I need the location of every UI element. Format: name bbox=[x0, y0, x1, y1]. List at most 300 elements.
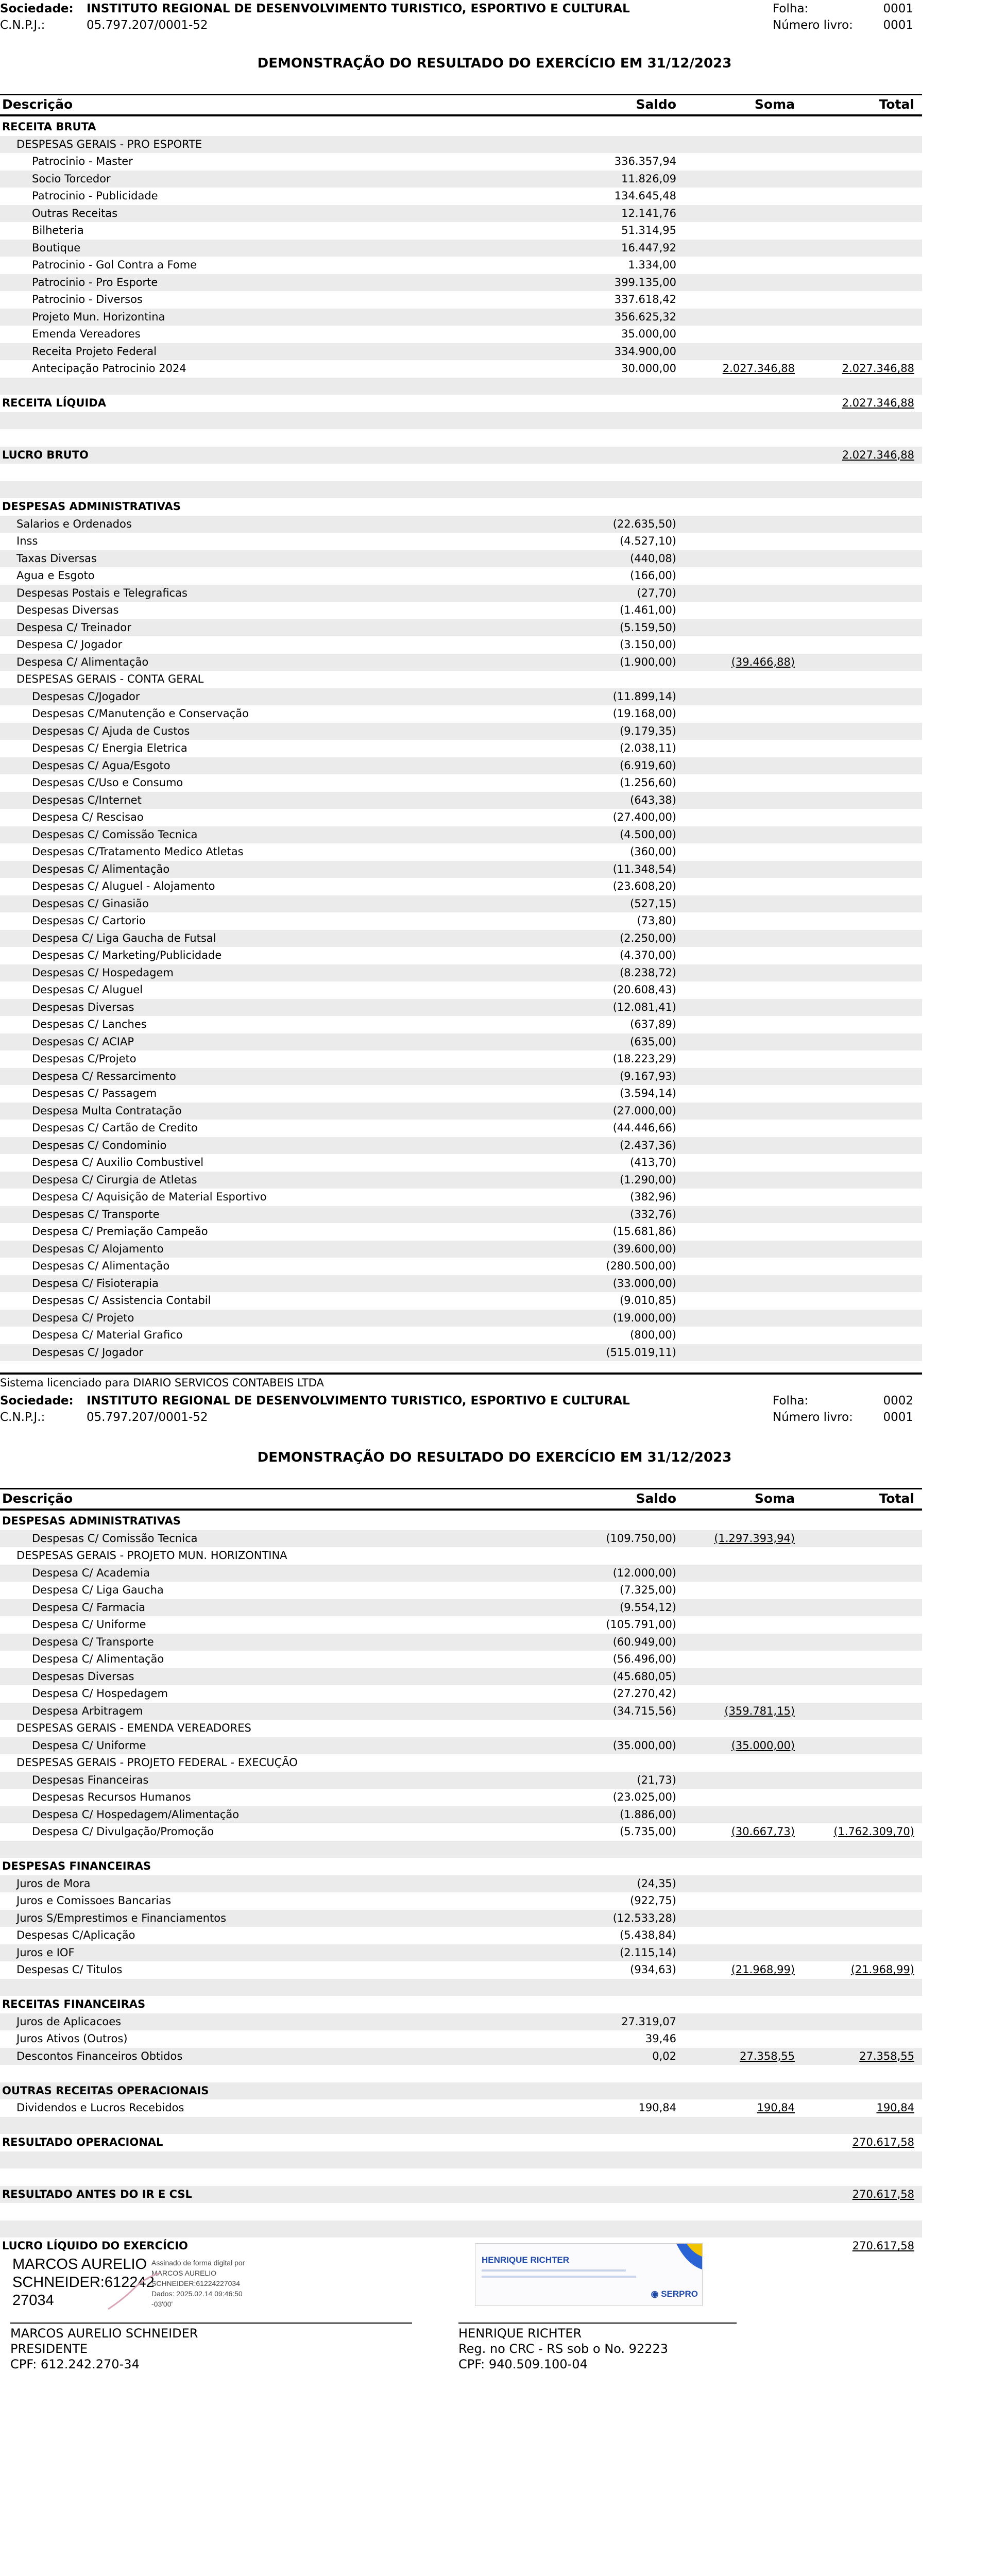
section-row bbox=[0, 498, 922, 516]
row-saldo: (12.081,41) bbox=[612, 1001, 676, 1013]
row-saldo: 12.141,76 bbox=[621, 207, 676, 219]
account-row bbox=[0, 205, 922, 223]
table-row bbox=[0, 2117, 922, 2134]
signature-note-line: Assinado de forma digital por bbox=[151, 2259, 245, 2267]
serpro-logo-icon: ◉ bbox=[651, 2289, 661, 2299]
signer-right bbox=[458, 2326, 737, 2372]
cnpj-label: C.N.P.J.: bbox=[0, 19, 45, 32]
account-row bbox=[0, 171, 922, 188]
row-description: DESPESAS GERAIS - PROJETO FEDERAL - EXECUÇÃO bbox=[16, 1756, 298, 1769]
license-footer: Sistema licenciado para DIARIO SERVICOS CONTABEIS LTDA bbox=[0, 1372, 922, 1389]
row-description: RECEITA BRUTA bbox=[2, 121, 96, 133]
report-title: DEMONSTRAÇÃO DO RESULTADO DO EXERCÍCIO EM 31/12/2023 bbox=[257, 56, 732, 71]
row-description: Bilheteria bbox=[32, 224, 84, 236]
row-saldo: (21,73) bbox=[637, 1773, 676, 1786]
signer-role: PRESIDENTE bbox=[10, 2342, 88, 2356]
account-row bbox=[0, 1154, 922, 1172]
row-description: Despesas C/ Hospedagem bbox=[32, 966, 174, 979]
table-row bbox=[0, 429, 922, 447]
row-description: Projeto Mun. Horizontina bbox=[32, 310, 165, 323]
account-row bbox=[0, 188, 922, 205]
account-row bbox=[0, 774, 922, 792]
row-description: Despesas C/ Titulos bbox=[16, 1963, 123, 1976]
sociedade-label: Sociedade: bbox=[0, 1394, 74, 1408]
row-description: Despesa Multa Contratação bbox=[32, 1104, 182, 1117]
row-saldo: (1.290,00) bbox=[620, 1173, 676, 1186]
row-description: Antecipação Patrocinio 2024 bbox=[32, 362, 186, 375]
row-saldo: (109.750,00) bbox=[606, 1532, 676, 1545]
account-row bbox=[0, 274, 922, 292]
table-row bbox=[0, 2151, 922, 2169]
row-saldo: (19.000,00) bbox=[612, 1311, 676, 1324]
section-row bbox=[0, 2186, 922, 2204]
row-soma: (21.968,99) bbox=[731, 1963, 795, 1976]
row-description: Despesas C/ Ajuda de Custos bbox=[32, 724, 190, 737]
account-row bbox=[0, 1910, 922, 1927]
row-saldo: (44.446,66) bbox=[612, 1122, 676, 1134]
cnpj-label: C.N.P.J.: bbox=[0, 1411, 45, 1424]
folha-number: 0001 bbox=[883, 2, 913, 15]
row-total: 2.027.346,88 bbox=[842, 362, 914, 375]
row-saldo: (39.600,00) bbox=[612, 1242, 676, 1255]
row-saldo: 337.618,42 bbox=[614, 293, 676, 306]
account-row bbox=[0, 1634, 922, 1651]
account-row bbox=[0, 1892, 922, 1910]
section-row bbox=[0, 1858, 922, 1875]
table-row bbox=[0, 1979, 922, 1996]
signature-scribble-icon bbox=[103, 2268, 165, 2314]
row-description: Despesa C/ Aquisição de Material Esportivo bbox=[32, 1191, 267, 1203]
section-row bbox=[0, 395, 922, 412]
account-row bbox=[0, 1737, 922, 1755]
account-row bbox=[0, 1823, 922, 1841]
row-saldo: 0,02 bbox=[652, 2049, 676, 2062]
row-saldo: (18.223,29) bbox=[612, 1053, 676, 1065]
row-saldo: (6.919,60) bbox=[620, 759, 676, 772]
account-row bbox=[0, 1258, 922, 1275]
row-description: Despesas C/Manutenção e Conservação bbox=[32, 707, 249, 720]
row-saldo: (24,35) bbox=[637, 1877, 676, 1890]
account-row bbox=[0, 1685, 922, 1703]
row-saldo: (35.000,00) bbox=[612, 1739, 676, 1752]
row-saldo: (11.348,54) bbox=[612, 862, 676, 875]
column-header bbox=[0, 1490, 922, 1511]
col-descricao: Descrição bbox=[2, 97, 73, 112]
row-saldo: (166,00) bbox=[630, 569, 676, 582]
row-saldo: (413,70) bbox=[630, 1156, 676, 1168]
table-row bbox=[0, 671, 922, 688]
row-description: Despesa C/ Alimentação bbox=[32, 1653, 164, 1665]
row-saldo: (332,76) bbox=[630, 1208, 676, 1221]
digital-signature-note bbox=[151, 2258, 275, 2314]
account-row bbox=[0, 1703, 922, 1720]
row-description: Despesas C/ Alimentação bbox=[32, 862, 170, 875]
row-saldo: (105.791,00) bbox=[606, 1618, 676, 1631]
account-row bbox=[0, 1050, 922, 1068]
account-row bbox=[0, 1068, 922, 1086]
row-saldo: (4.527,10) bbox=[620, 535, 676, 547]
row-saldo: (1.886,00) bbox=[620, 1808, 676, 1821]
row-description: DESPESAS FINANCEIRAS bbox=[2, 1860, 151, 1872]
row-description: RECEITA LÍQUIDA bbox=[2, 397, 106, 409]
account-row bbox=[0, 1137, 922, 1155]
account-row bbox=[0, 688, 922, 706]
account-row bbox=[0, 1582, 922, 1599]
row-description: DESPESAS GERAIS - EMENDA VEREADORES bbox=[16, 1722, 251, 1734]
row-description: Despesa C/ Treinador bbox=[16, 621, 131, 634]
cnpj-value: 05.797.207/0001-52 bbox=[87, 1411, 208, 1424]
account-row bbox=[0, 1327, 922, 1344]
account-row bbox=[0, 930, 922, 947]
row-description: Despesa C/ Liga Gaucha de Futsal bbox=[32, 931, 216, 944]
row-description: Despesa C/ Premiação Campeão bbox=[32, 1225, 208, 1238]
sociedade-label: Sociedade: bbox=[0, 2, 74, 15]
row-description: Despesa C/ Academia bbox=[32, 1566, 150, 1579]
account-row bbox=[0, 309, 922, 326]
row-description: Despesa C/ Transporte bbox=[32, 1635, 154, 1648]
signer-name: HENRIQUE RICHTER bbox=[458, 2326, 582, 2341]
row-saldo: (2.115,14) bbox=[620, 1946, 676, 1959]
account-row bbox=[0, 843, 922, 861]
row-description: Patrocinio - Publicidade bbox=[32, 190, 158, 202]
row-saldo: 336.357,94 bbox=[614, 155, 676, 167]
folha-number: 0002 bbox=[883, 1394, 913, 1408]
account-row bbox=[0, 981, 922, 999]
stamp-title: HENRIQUE RICHTER bbox=[482, 2255, 570, 2265]
row-saldo: (515.019,11) bbox=[606, 1346, 676, 1359]
signature-note-line: Dados: 2025.02.14 09:46:50 bbox=[151, 2290, 243, 2298]
signature-line bbox=[458, 2323, 737, 2324]
row-description: RESULTADO OPERACIONAL bbox=[2, 2136, 163, 2148]
col-saldo: Saldo bbox=[636, 97, 676, 112]
row-saldo: (11.899,14) bbox=[612, 690, 676, 703]
digital-signer-name-line: 27034 bbox=[12, 2292, 54, 2309]
account-row bbox=[0, 1875, 922, 1893]
signer-crc: Reg. no CRC - RS sob o No. 92223 bbox=[458, 2342, 669, 2356]
row-saldo: (56.496,00) bbox=[612, 1653, 676, 1665]
row-description: Despesas C/ Alimentação bbox=[32, 1260, 170, 1272]
account-row bbox=[0, 257, 922, 274]
signer-cpf: CPF: 612.242.270-34 bbox=[10, 2357, 140, 2371]
row-saldo: (27.270,42) bbox=[612, 1687, 676, 1700]
account-row bbox=[0, 1292, 922, 1310]
row-saldo: (22.635,50) bbox=[612, 517, 676, 530]
row-saldo: 134.645,48 bbox=[614, 190, 676, 202]
col-descricao: Descrição bbox=[2, 1491, 73, 1506]
page-header bbox=[0, 1392, 989, 1428]
row-description: DESPESAS GERAIS - PROJETO MUN. HORIZONTINA bbox=[16, 1549, 287, 1562]
row-saldo: 399.135,00 bbox=[614, 276, 676, 289]
account-row bbox=[0, 567, 922, 585]
account-row bbox=[0, 1565, 922, 1582]
row-description: Despesas Postais e Telegraficas bbox=[16, 586, 187, 599]
cnpj-value: 05.797.207/0001-52 bbox=[87, 19, 208, 32]
account-row bbox=[0, 2030, 922, 2048]
section-row bbox=[0, 447, 922, 464]
row-saldo: (934,63) bbox=[630, 1963, 676, 1976]
row-saldo: (2.250,00) bbox=[620, 931, 676, 944]
row-saldo: 190,84 bbox=[638, 2102, 676, 2114]
account-row bbox=[0, 1189, 922, 1206]
row-description: Inss bbox=[16, 535, 38, 547]
account-row bbox=[0, 326, 922, 343]
row-description: Despesa C/ Divulgação/Promoção bbox=[32, 1825, 214, 1838]
stamp-corner-icon bbox=[661, 2244, 702, 2275]
row-saldo: (9.554,12) bbox=[620, 1601, 676, 1614]
row-saldo: (23.608,20) bbox=[612, 880, 676, 892]
row-description: LUCRO BRUTO bbox=[2, 448, 89, 461]
row-description: DESPESAS ADMINISTRATIVAS bbox=[2, 500, 181, 513]
account-row bbox=[0, 585, 922, 602]
row-description: Despesa C/ Auxilio Combustivel bbox=[32, 1156, 204, 1168]
row-saldo: (2.038,11) bbox=[620, 742, 676, 754]
row-description: Despesas C/ Condominio bbox=[32, 1139, 167, 1151]
row-total: 27.358,55 bbox=[859, 2049, 914, 2062]
row-saldo: 30.000,00 bbox=[621, 362, 676, 375]
row-description: Despesas C/ Ginasião bbox=[32, 897, 149, 910]
table-row bbox=[0, 1547, 922, 1565]
section-row bbox=[0, 1513, 922, 1530]
report-title: DEMONSTRAÇÃO DO RESULTADO DO EXERCÍCIO EM 31/12/2023 bbox=[257, 1450, 732, 1465]
row-description: Despesa C/ Hospedagem/Alimentação bbox=[32, 1808, 240, 1821]
company-name: INSTITUTO REGIONAL DE DESENVOLVIMENTO TURISTICO, ESPORTIVO E CULTURAL bbox=[87, 1394, 630, 1408]
row-saldo: 356.625,32 bbox=[614, 310, 676, 323]
row-saldo: (3.594,14) bbox=[620, 1087, 676, 1099]
row-saldo: (382,96) bbox=[630, 1191, 676, 1203]
signature-note-line: MARCOS AURELIO bbox=[151, 2269, 217, 2277]
row-description: Juros de Mora bbox=[16, 1877, 91, 1890]
row-saldo: (20.608,43) bbox=[612, 984, 676, 996]
table-row bbox=[0, 412, 922, 430]
row-description: Agua e Esgoto bbox=[16, 569, 95, 582]
row-description: Despesa C/ Jogador bbox=[16, 638, 123, 651]
account-row bbox=[0, 809, 922, 826]
col-total: Total bbox=[879, 97, 914, 112]
govbr-signature-stamp bbox=[475, 2243, 703, 2306]
row-description: Dividendos e Lucros Recebidos bbox=[16, 2102, 184, 2114]
row-description: Despesa Arbitragem bbox=[32, 1704, 143, 1717]
row-description: Despesa C/ Alimentação bbox=[16, 655, 149, 668]
row-description: Descontos Financeiros Obtidos bbox=[16, 2049, 183, 2062]
account-row bbox=[0, 964, 922, 982]
row-soma: 2.027.346,88 bbox=[722, 362, 795, 375]
folha-label: Folha: bbox=[773, 2, 809, 15]
row-description: RECEITAS FINANCEIRAS bbox=[2, 1998, 146, 2010]
livro-label: Número livro: bbox=[773, 1411, 853, 1424]
row-description: Despesa C/ Ressarcimento bbox=[32, 1070, 176, 1082]
row-description: Despesa C/ Fisioterapia bbox=[32, 1277, 159, 1290]
row-description: Despesa C/ Uniforme bbox=[32, 1618, 146, 1631]
account-row bbox=[0, 1944, 922, 1962]
row-description: Despesa C/ Uniforme bbox=[32, 1739, 146, 1752]
account-row bbox=[0, 1772, 922, 1789]
row-description: Despesas C/ Comissão Tecnica bbox=[32, 828, 198, 841]
row-description: DESPESAS GERAIS - PRO ESPORTE bbox=[16, 138, 202, 150]
row-description: Despesas C/ Comissão Tecnica bbox=[32, 1532, 198, 1545]
row-saldo: (27,70) bbox=[637, 586, 676, 599]
account-row bbox=[0, 1651, 922, 1668]
row-saldo: (360,00) bbox=[630, 845, 676, 858]
row-saldo: (440,08) bbox=[630, 552, 676, 565]
row-soma: (359.781,15) bbox=[724, 1704, 795, 1717]
row-saldo: (527,15) bbox=[630, 897, 676, 910]
account-row bbox=[0, 2013, 922, 2031]
row-description: Despesas Diversas bbox=[16, 604, 119, 616]
account-row bbox=[0, 999, 922, 1016]
account-row bbox=[0, 1103, 922, 1120]
account-row bbox=[0, 947, 922, 964]
account-row bbox=[0, 1206, 922, 1224]
row-description: DESPESAS GERAIS - CONTA GERAL bbox=[16, 673, 204, 685]
account-row bbox=[0, 1310, 922, 1327]
row-saldo: (9.179,35) bbox=[620, 724, 676, 737]
row-description: Despesas C/ Assistencia Contabil bbox=[32, 1294, 211, 1307]
row-saldo: (7.325,00) bbox=[620, 1584, 676, 1596]
section-row bbox=[0, 1996, 922, 2013]
row-saldo: 35.000,00 bbox=[621, 328, 676, 340]
account-row bbox=[0, 222, 922, 240]
row-saldo: 1.334,00 bbox=[628, 259, 676, 271]
account-row bbox=[0, 1120, 922, 1137]
livro-number: 0001 bbox=[883, 19, 913, 32]
section-row bbox=[0, 118, 922, 136]
signature-note-line: SCHNEIDER:61224227034 bbox=[151, 2279, 240, 2287]
row-description: Salarios e Ordenados bbox=[16, 517, 132, 530]
row-saldo: (1.256,60) bbox=[620, 776, 676, 789]
row-saldo: (637,89) bbox=[630, 1018, 676, 1030]
account-row bbox=[0, 1223, 922, 1241]
row-description: Despesas Diversas bbox=[32, 1001, 134, 1013]
row-description: Juros e IOF bbox=[16, 1946, 75, 1959]
account-row bbox=[0, 1806, 922, 1824]
row-description: Despesas Diversas bbox=[32, 1670, 134, 1683]
row-total: 2.027.346,88 bbox=[842, 448, 914, 461]
row-saldo: 334.900,00 bbox=[614, 345, 676, 358]
row-soma: (1.297.393,94) bbox=[714, 1532, 795, 1545]
account-row bbox=[0, 516, 922, 533]
row-total: (21.968,99) bbox=[850, 1963, 914, 1976]
row-description: DESPESAS ADMINISTRATIVAS bbox=[2, 1515, 181, 1527]
row-saldo: (8.238,72) bbox=[620, 966, 676, 979]
row-saldo: (73,80) bbox=[637, 914, 676, 927]
row-description: Emenda Vereadores bbox=[32, 328, 141, 340]
account-row bbox=[0, 240, 922, 257]
row-description: LUCRO LÍQUIDO DO EXERCÍCIO bbox=[2, 2240, 188, 2252]
row-saldo: 51.314,95 bbox=[621, 224, 676, 236]
row-saldo: (5.159,50) bbox=[620, 621, 676, 634]
row-saldo: 39,46 bbox=[645, 2032, 676, 2045]
row-total: (1.762.309,70) bbox=[833, 1825, 914, 1838]
row-description: Despesas C/ Aluguel - Alojamento bbox=[32, 880, 215, 892]
table-row bbox=[0, 1720, 922, 1737]
digital-signer-name-line: SCHNEIDER:612242 bbox=[12, 2274, 155, 2291]
signer-left bbox=[10, 2326, 412, 2372]
account-row bbox=[0, 1927, 922, 1944]
account-row bbox=[0, 1668, 922, 1686]
row-description: Despesas C/ Passagem bbox=[32, 1087, 157, 1099]
folha-label: Folha: bbox=[773, 1394, 809, 1408]
row-description: Juros S/Emprestimos e Financiamentos bbox=[16, 1911, 227, 1924]
row-saldo: (1.900,00) bbox=[620, 655, 676, 668]
row-saldo: (34.715,56) bbox=[612, 1704, 676, 1717]
signer-cpf: CPF: 940.509.100-04 bbox=[458, 2357, 588, 2371]
row-description: Despesas C/ Transporte bbox=[32, 1208, 160, 1221]
row-description: Despesas C/Uso e Consumo bbox=[32, 776, 183, 789]
row-saldo: 27.319,07 bbox=[621, 2015, 676, 2028]
row-description: Patrocinio - Pro Esporte bbox=[32, 276, 158, 289]
section-row bbox=[0, 2238, 922, 2255]
row-description: Outras Receitas bbox=[32, 207, 118, 219]
signer-name: MARCOS AURELIO SCHNEIDER bbox=[10, 2326, 198, 2341]
row-saldo: (23.025,00) bbox=[612, 1791, 676, 1803]
row-saldo: (4.500,00) bbox=[620, 828, 676, 841]
row-total: 270.617,58 bbox=[852, 2188, 914, 2200]
account-row bbox=[0, 360, 922, 378]
section-row bbox=[0, 2082, 922, 2100]
account-row bbox=[0, 1085, 922, 1103]
account-row bbox=[0, 1616, 922, 1634]
account-row bbox=[0, 1599, 922, 1617]
account-row bbox=[0, 723, 922, 740]
account-row bbox=[0, 1172, 922, 1189]
row-description: Despesas C/Internet bbox=[32, 793, 142, 806]
table-row bbox=[0, 136, 922, 154]
row-total: 2.027.346,88 bbox=[842, 397, 914, 409]
row-saldo: (12.000,00) bbox=[612, 1566, 676, 1579]
row-description: Juros e Comissoes Bancarias bbox=[16, 1894, 172, 1907]
row-description: Despesa C/ Cirurgia de Atletas bbox=[32, 1173, 197, 1186]
row-description: Despesas C/ Energia Eletrica bbox=[32, 742, 187, 754]
row-description: RESULTADO ANTES DO IR E CSL bbox=[2, 2188, 192, 2200]
row-description: Despesas C/ Jogador bbox=[32, 1346, 144, 1359]
row-description: Despesa C/ Material Grafico bbox=[32, 1329, 183, 1341]
row-saldo: (15.681,86) bbox=[612, 1225, 676, 1238]
row-saldo: (9.010,85) bbox=[620, 1294, 676, 1307]
account-row bbox=[0, 1789, 922, 1806]
row-saldo: (33.000,00) bbox=[612, 1277, 676, 1290]
row-saldo: (3.150,00) bbox=[620, 638, 676, 651]
signature-note-line: -03'00' bbox=[151, 2300, 173, 2308]
account-row bbox=[0, 636, 922, 654]
account-row bbox=[0, 1275, 922, 1293]
account-row bbox=[0, 740, 922, 757]
statement-table-page-2 bbox=[0, 1513, 922, 2255]
stamp-line-icon bbox=[482, 2269, 626, 2272]
row-soma: (30.667,73) bbox=[731, 1825, 795, 1838]
account-row bbox=[0, 343, 922, 361]
account-row bbox=[0, 895, 922, 913]
row-description: Despesa C/ Liga Gaucha bbox=[32, 1584, 164, 1596]
table-row bbox=[0, 2221, 922, 2238]
table-row bbox=[0, 1754, 922, 1772]
row-description: Despesas C/ Lanches bbox=[32, 1018, 147, 1030]
row-description: Taxas Diversas bbox=[16, 552, 97, 565]
row-description: Socio Torcedor bbox=[32, 172, 111, 185]
row-description: Patrocinio - Diversos bbox=[32, 293, 143, 306]
col-soma: Soma bbox=[754, 1491, 795, 1506]
account-row bbox=[0, 757, 922, 775]
row-description: Despesas C/ Aluguel bbox=[32, 984, 143, 996]
row-saldo: (280.500,00) bbox=[606, 1260, 676, 1272]
row-description: Despesas C/ Agua/Esgoto bbox=[32, 759, 170, 772]
row-saldo: (4.370,00) bbox=[620, 949, 676, 961]
account-row bbox=[0, 1241, 922, 1258]
row-description: Juros Ativos (Outros) bbox=[16, 2032, 128, 2045]
account-row bbox=[0, 602, 922, 619]
table-row bbox=[0, 2168, 922, 2186]
row-description: Despesas Financeiras bbox=[32, 1773, 149, 1786]
row-total: 270.617,58 bbox=[852, 2240, 914, 2252]
